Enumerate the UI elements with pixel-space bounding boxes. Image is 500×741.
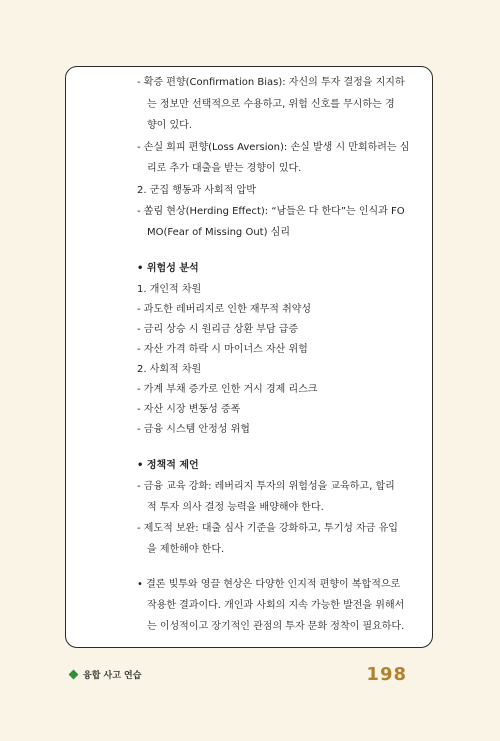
text-line: - 금융 교육 강화: 레버리지 투자의 위험성을 교육하고, 합리 xyxy=(137,481,395,492)
text-line: 2. 사회적 차원 xyxy=(137,364,202,375)
section-heading: • 위험성 분석 xyxy=(137,263,199,274)
text-line: - 과도한 레버리지로 인한 재무적 취약성 xyxy=(137,304,312,315)
text-line: 작용한 결과이다. 개인과 사회의 지속 가능한 발전을 위해서 xyxy=(147,600,405,611)
text-line: - 가계 부채 증가로 인한 거시 경제 리스크 xyxy=(137,384,318,395)
text-line: MO(Fear of Missing Out) 심리 xyxy=(147,227,290,238)
text-line: 을 제한해야 한다. xyxy=(147,544,225,555)
text-line: - 확증 편향(Confirmation Bias): 자신의 투자 결정을 지지하 xyxy=(137,77,405,88)
text-line: 2. 군집 행동과 사회적 압박 xyxy=(137,185,256,196)
text-line: - 손실 회피 편향(Loss Aversion): 손실 발생 시 만회하려는 심 xyxy=(137,142,410,153)
conclusion-line: • 결론 빚투와 영끌 현상은 다양한 인지적 편향이 복합적으로 xyxy=(137,579,401,590)
text-line: - 자산 가격 하락 시 마이너스 자산 위험 xyxy=(137,344,308,355)
section-heading: • 정책적 제언 xyxy=(137,460,199,471)
text-line: - 금융 시스템 안정성 위협 xyxy=(137,424,250,435)
text-line: - 제도적 보완: 대출 심사 기준을 강화하고, 투기성 자금 유입 xyxy=(137,523,398,534)
text-line: - 자산 시장 변동성 증폭 xyxy=(137,404,241,415)
text-line: 향이 있다. xyxy=(147,120,192,131)
text-line: 적 투자 의사 결정 능력을 배양해야 한다. xyxy=(147,502,324,513)
text-line: 는 이성적이고 장기적인 관점의 투자 문화 정착이 필요하다. xyxy=(147,621,405,632)
text-line: - 쏠림 현상(Herding Effect): “남들은 다 한다”는 인식과 FO xyxy=(137,206,405,217)
section-label: 융합 사고 연습 xyxy=(83,671,142,681)
text-line: 1. 개인적 차원 xyxy=(137,284,202,295)
footer-section xyxy=(70,668,141,681)
diamond-icon xyxy=(69,670,79,680)
text-line: 리로 추가 대출을 받는 경향이 있다. xyxy=(147,163,302,174)
text-line: - 금리 상승 시 원리금 상환 부담 급증 xyxy=(137,324,299,335)
page-number: 198 xyxy=(366,664,407,685)
text-line: 는 정보만 선택적으로 수용하고, 위험 신호를 무시하는 경 xyxy=(147,99,395,110)
